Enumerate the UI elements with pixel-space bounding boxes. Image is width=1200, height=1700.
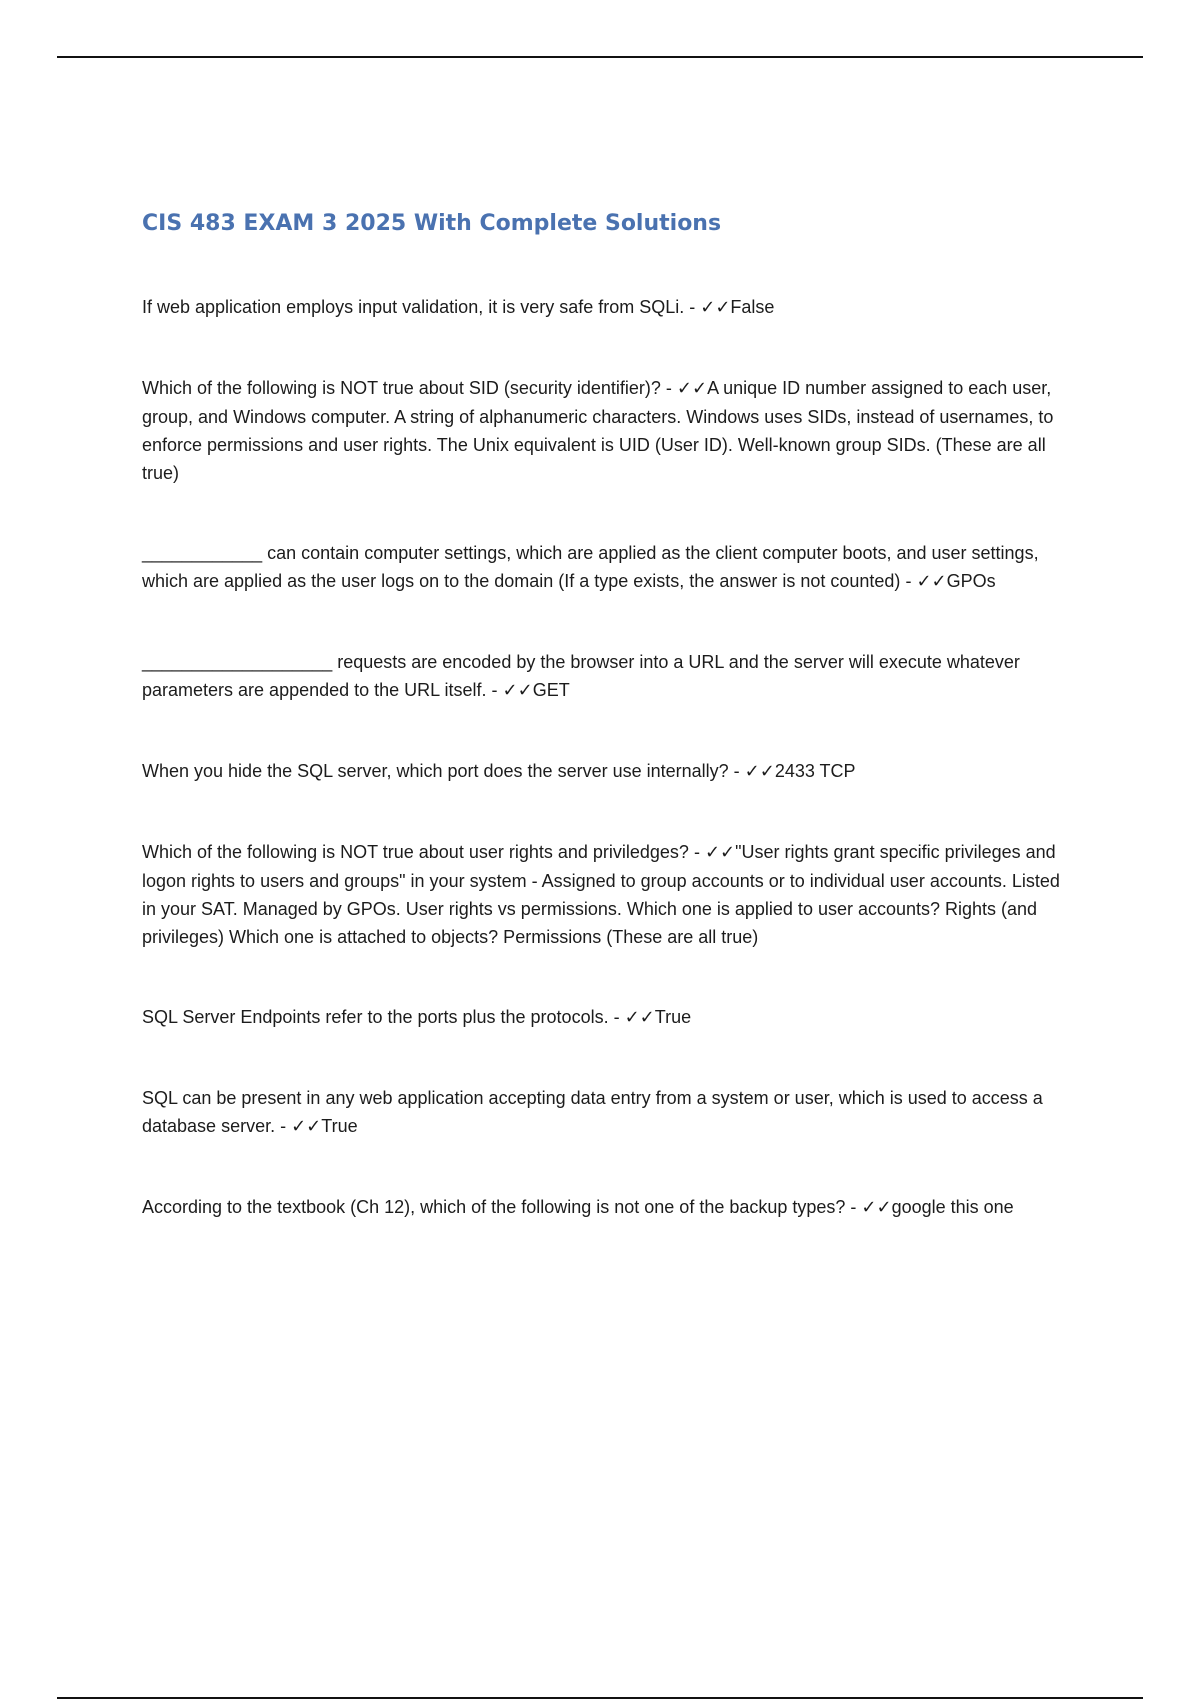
qa-item — [142, 374, 1062, 487]
separator: - — [275, 1115, 292, 1136]
answer-text: A unique ID number assigned to each user, group, and Windows computer. A string of alphanumeric characters. Windows uses SIDs, instead of usernames, to enforce permissions and user rights. The Unix equivalent is UID (User ID). Well-known group SIDs. (These are all true) — [142, 377, 1054, 483]
double-check-icon: ✓✓ — [502, 679, 533, 701]
double-check-icon: ✓✓ — [916, 570, 947, 592]
qa-item — [142, 1084, 1062, 1141]
qa-item — [142, 838, 1062, 951]
qa-item — [142, 648, 1062, 705]
document-body — [142, 210, 1062, 1274]
question-text: Which of the following is NOT true about SID (security identifier)? — [142, 377, 661, 398]
double-check-icon: ✓✓ — [624, 1006, 655, 1028]
separator: - — [684, 296, 701, 317]
answer-text: GET — [532, 679, 570, 700]
qa-item — [142, 757, 1062, 786]
qa-list — [142, 293, 1062, 1222]
double-check-icon: ✓✓ — [676, 377, 708, 399]
answer-text: False — [730, 296, 775, 317]
answer-text: "User rights grant specific privileges and logon rights to users and groups" in your system - Assigned to group accounts or to individual user accounts. Listed in your SAT. Managed by GPOs. User rights vs permissions. Which one is applied to user accounts? Rights (and privileges) Which one is attached to objects? Permissions (These are all true) — [142, 841, 1060, 947]
question-text: Which of the following is NOT true about user rights and priviledges? — [142, 841, 689, 862]
qa-item — [142, 1003, 1062, 1032]
document-title: CIS 483 EXAM 3 2025 With Complete Solutions — [142, 211, 722, 236]
answer-text: 2433 TCP — [774, 760, 856, 781]
double-check-icon: ✓✓ — [861, 1196, 892, 1218]
question-text: ____________ can contain computer settings, which are applied as the client computer boots, and user settings, which are applied as the user logs on to the domain (If a type exists, the answer is not counted) — [142, 542, 1039, 591]
separator: - — [845, 1196, 862, 1217]
separator: - — [688, 841, 705, 862]
double-check-icon: ✓✓ — [291, 1115, 322, 1137]
question-text: SQL can be present in any web application accepting data entry from a system or user, which is used to access a database server. — [142, 1087, 1043, 1136]
answer-text: GPOs — [946, 570, 996, 591]
question-text: SQL Server Endpoints refer to the ports plus the protocols. — [142, 1006, 609, 1027]
qa-item — [142, 539, 1062, 596]
answer-text: True — [654, 1006, 692, 1027]
bottom-rule — [57, 1697, 1143, 1699]
question-text: When you hide the SQL server, which port does the server use internally? — [142, 760, 729, 781]
double-check-icon: ✓✓ — [744, 760, 775, 782]
question-text: ___________________ requests are encoded by the browser into a URL and the server will execute whatever parameters are appended to the URL itself. — [142, 651, 1020, 700]
separator: - — [728, 760, 745, 781]
double-check-icon: ✓✓ — [704, 841, 736, 863]
question-text: If web application employs input validation, it is very safe from SQLi. — [142, 296, 685, 317]
top-rule — [57, 56, 1143, 58]
answer-text: google this one — [891, 1196, 1014, 1217]
double-check-icon: ✓✓ — [700, 296, 731, 318]
answer-text: True — [321, 1115, 358, 1136]
separator: - — [486, 679, 503, 700]
qa-item — [142, 1193, 1062, 1222]
qa-item — [142, 293, 1062, 322]
separator: - — [660, 377, 677, 398]
separator: - — [608, 1006, 625, 1027]
question-text: According to the textbook (Ch 12), which of the following is not one of the backup types? — [142, 1196, 846, 1217]
separator: - — [900, 570, 917, 591]
